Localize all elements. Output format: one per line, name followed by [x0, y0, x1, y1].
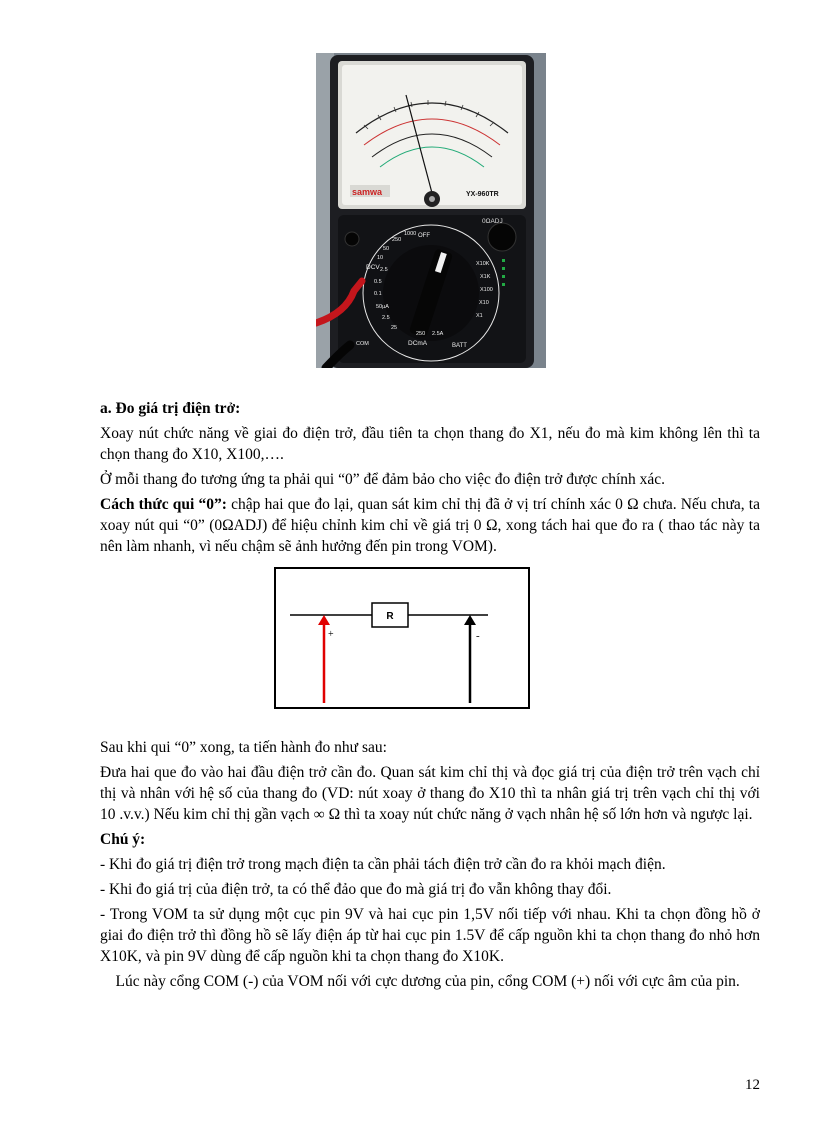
- section-a: [100, 398, 760, 557]
- model-label: YX-960TR: [466, 191, 499, 198]
- dial-label: X10: [479, 300, 489, 306]
- minus-sign: -: [476, 630, 480, 642]
- dial-dcma-label: DCmA: [408, 340, 428, 347]
- dial-label: 250: [392, 237, 402, 243]
- com-label: COM: [356, 341, 369, 347]
- section-heading: a. Đo giá trị điện trở:: [100, 400, 241, 417]
- dial-label: 50µA: [376, 304, 389, 310]
- paragraph: Đưa hai que đo vào hai đầu điện trở cần đo. Quan sát kim chỉ thị và đọc giá trị của điện trở trên vạch chỉ thị và nhân với hệ số của thang đo (VD: nút xoay ở thang đo X10 thì ta nhân giá trị trên vạch chỉ thị với 10 .v.v.) Nếu kim chỉ thị gần vạch ∞ Ω thì ta xoay nút chức năng ở vạch nhân hệ số lớn hơn và ngược lại.: [100, 764, 760, 823]
- black-arrow-head: [464, 615, 476, 625]
- bold-lead: Cách thức qui “0”:: [100, 496, 227, 513]
- dial-label: X100: [480, 287, 493, 293]
- dial-label: X10K: [476, 261, 490, 267]
- note-item: Lúc này cổng COM (-) của VOM nối với cực dương của pin, cổng COM (+) nối với cực âm của pin.: [100, 973, 740, 990]
- paragraph-text: chập hai que đo lại, quan sát kim chỉ thị đã ở vị trí chính xác 0 Ω chưa. Nếu chưa, ta xoay nút qui “0” (0ΩADJ) để hiệu chỉnh kim chỉ về giá trị 0 Ω, xong tách hai que đo ra ( thao tác này ta nên làm nhanh, vì nếu chậm sẽ ảnh hưởng đến pin trong VOM).: [100, 496, 760, 555]
- dial-label: 0.5: [374, 279, 382, 285]
- circuit-svg: [276, 569, 528, 707]
- dial-label: 2.5: [382, 315, 390, 321]
- dial-label: 10: [377, 255, 384, 261]
- dial-label: 50: [383, 246, 390, 252]
- page-number: 12: [745, 1077, 760, 1093]
- dial-dcv-label: DCV: [366, 264, 380, 271]
- circuit-diagram: [274, 567, 530, 709]
- note-item: - Trong VOM ta sử dụng một cục pin 9V và hai cục pin 1,5V nối tiếp với nhau. Khi ta chọn đồng hồ ở giai đo điện trở thì đồng hồ sẽ lấy điện áp từ hai cục pin 1.5V để cấp nguồn khi ta chọn thang đo nhỏ hơn X10K, và pin 9V dùng để cấp nguồn khi ta chọn thang đo X10K.: [100, 906, 760, 965]
- paragraph: Sau khi qui “0” xong, ta tiến hành đo như sau:: [100, 739, 387, 756]
- paragraph: [100, 494, 760, 557]
- dial-label: X1K: [480, 274, 491, 280]
- dial-label: 2.5A: [432, 331, 444, 337]
- note-item: - Khi đo giá trị điện trở trong mạch điện ta cần phải tách điện trở cần đo ra khỏi mạch điện.: [100, 856, 666, 873]
- paragraph: Xoay nút chức năng về giai đo điện trở, đầu tiên ta chọn thang đo X1, nếu đo mà kim không lên thì ta chọn thang đo X10, X100,….: [100, 425, 760, 463]
- paragraph: Ở mỗi thang đo tương ứng ta phải qui “0” để đảm bảo cho việc đo điện trở được chính xác.: [100, 471, 666, 488]
- resistor-label: R: [386, 611, 394, 622]
- multimeter-photo: [316, 53, 546, 368]
- multimeter-illustration: [316, 53, 546, 368]
- zero-adj-label: 0ΩADJ: [482, 218, 503, 225]
- dial-label: X1: [476, 313, 483, 319]
- brand-label: samwa: [352, 187, 383, 197]
- red-arrow-head: [318, 615, 330, 625]
- note-item: - Khi đo giá trị của điện trở, ta có thể đảo que đo mà giá trị đo vẫn không thay đổi.: [100, 881, 612, 898]
- note-heading: Chú ý:: [100, 831, 146, 848]
- dial-label: 2.5: [380, 267, 388, 273]
- dial-label: 0.1: [374, 291, 382, 297]
- dial-label: 250: [416, 331, 426, 337]
- batt-label: BATT: [452, 343, 467, 349]
- plus-sign: +: [328, 629, 334, 640]
- dial-label: 25: [391, 325, 398, 331]
- dial-label: 1000: [404, 231, 417, 237]
- section-b: [100, 737, 760, 992]
- dial-off-label: OFF: [418, 233, 430, 239]
